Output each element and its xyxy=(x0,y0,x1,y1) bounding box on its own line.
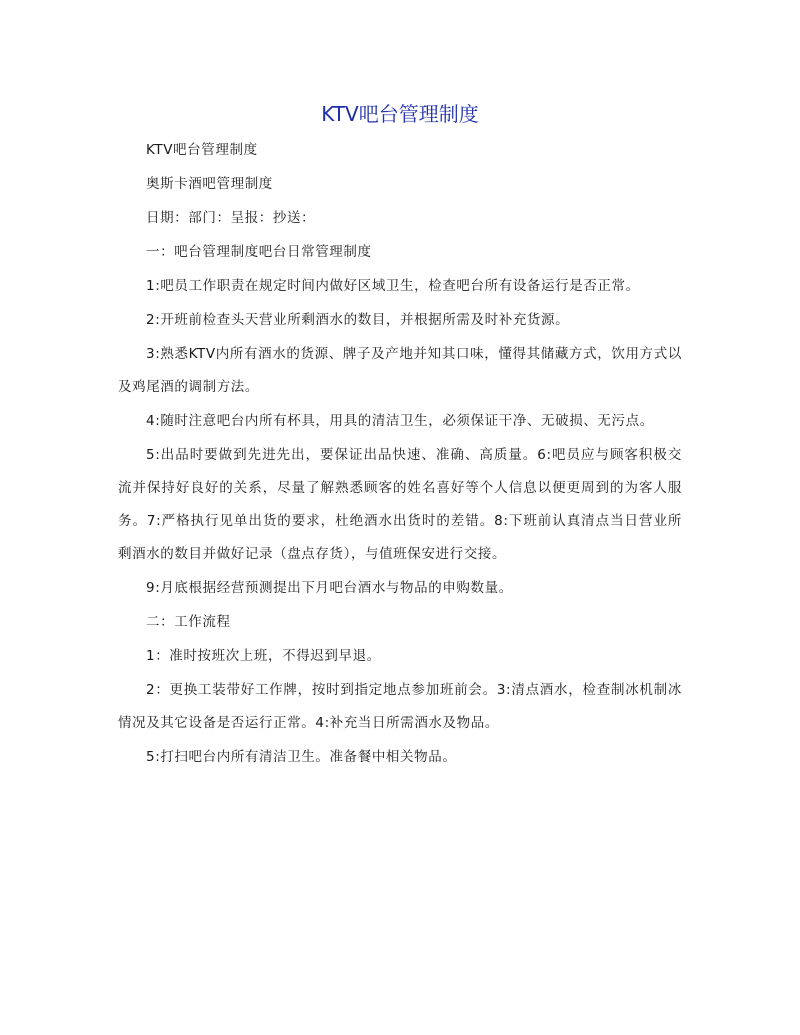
paragraph-item: 1:吧员工作职责在规定时间内做好区域卫生，检查吧台所有设备运行是否正常。 xyxy=(146,278,640,294)
paragraph-subheading: 奥斯卡酒吧管理制度 xyxy=(146,176,273,192)
paragraph-heading: KTV吧台管理制度 xyxy=(146,142,258,158)
paragraph-item: 9:月底根据经营预测提出下月吧台酒水与物品的申购数量。 xyxy=(146,580,513,596)
paragraph-item: 1：准时按班次上班，不得迟到早退。 xyxy=(146,648,381,664)
paragraph-item: 2:开班前检查头天营业所剩酒水的数目，并根据所需及时补充货源。 xyxy=(146,312,570,328)
paragraph-section-two: 二：工作流程 xyxy=(146,614,231,630)
paragraph-item: 4:随时注意吧台内所有杯具，用具的清洁卫生，必须保证干净、无破损、无污点。 xyxy=(146,413,654,429)
paragraph-item: 5:打扫吧台内所有清洁卫生。准备餐中相关物品。 xyxy=(146,749,457,765)
document-title: KTV吧台管理制度 xyxy=(321,102,479,126)
paragraph-item: 2：更换工装带好工作牌，按时到指定地点参加班前会。3:清点酒水，检查制冰机制冰情况及其它设备是否运行正常。4:补充当日所需酒水及物品。 xyxy=(118,682,682,731)
paragraph-memo-fields: 日期：部门：呈报：抄送： xyxy=(146,210,316,226)
paragraph-item: 5:出品时要做到先进先出，要保证出品快速、准确、高质量。6:吧员应与顾客积极交流并保持好良好的关系，尽量了解熟悉顾客的姓名喜好等个人信息以便更周到的为客人服务。7:严格执行见单出货的要求，杜绝酒水出货时的差错。8:下班前认真清点当日营业所剩酒水的数目并做好记录（盘点存货），与值班保安进行交接。 xyxy=(118,447,682,562)
paragraph-section-one: 一：吧台管理制度吧台日常管理制度 xyxy=(146,244,372,260)
paragraph-item: 3:熟悉KTV内所有酒水的货源、牌子及产地并知其口味，懂得其储藏方式，饮用方式以及鸡尾酒的调制方法。 xyxy=(118,346,682,395)
document-body xyxy=(118,134,682,775)
